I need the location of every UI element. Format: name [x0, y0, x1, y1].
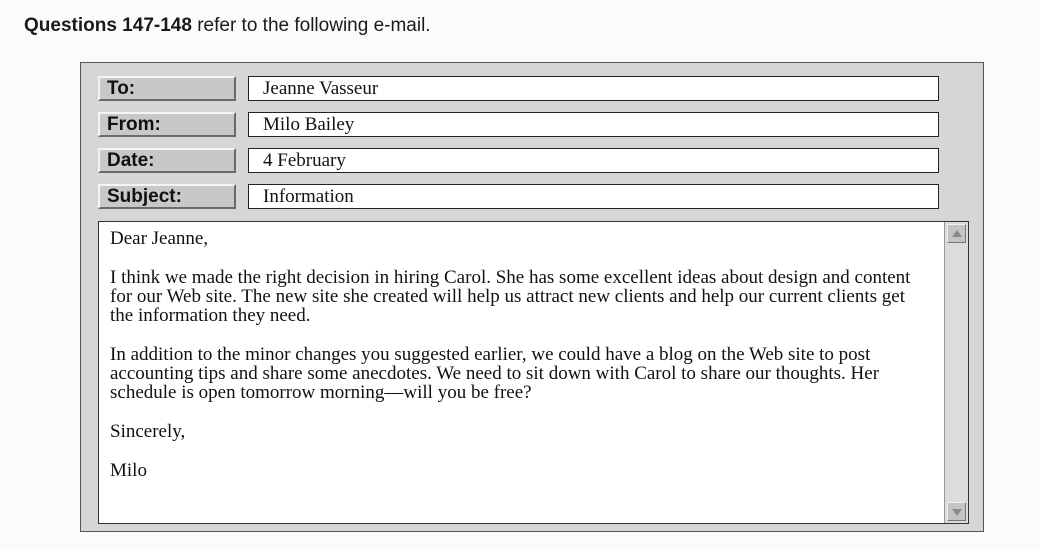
date-field: 4 February	[248, 148, 939, 173]
email-body	[98, 221, 969, 524]
email-paragraph-1: I think we made the right decision in hiring Carol. She has some excellent ideas about design and content for our Web site. The new site she created will help us attract new clients and help our current clients get the information they need.	[110, 267, 911, 326]
subject-label: Subject:	[98, 184, 236, 209]
date-label: Date:	[98, 148, 236, 173]
to-field: Jeanne Vasseur	[248, 76, 939, 101]
email-paragraph-2: In addition to the minor changes you suggested earlier, we could have a blog on the Web site to post accounting tips and share some anecdotes. We need to sit down with Carol to share our thoughts. Her schedule is open tomorrow morning—will you be free?	[110, 344, 880, 403]
question-instruction-text: refer to the following e-mail.	[191, 15, 431, 36]
arrow-down-icon	[952, 509, 962, 516]
question-instruction	[24, 15, 431, 37]
question-number: Questions 147-148	[24, 15, 192, 36]
email-greeting: Dear Jeanne,	[110, 228, 209, 249]
email-window	[80, 62, 984, 532]
from-label: From:	[98, 112, 236, 137]
from-field: Milo Bailey	[248, 112, 939, 137]
subject-field: Information	[248, 184, 939, 209]
email-body-text	[110, 229, 930, 480]
to-label: To:	[98, 76, 236, 101]
scroll-up-button[interactable]	[947, 224, 966, 243]
email-closing: Sincerely,	[110, 421, 186, 442]
email-signature: Milo	[110, 460, 147, 481]
arrow-up-icon	[952, 230, 962, 237]
scroll-down-button[interactable]	[947, 502, 966, 521]
vertical-scrollbar[interactable]	[944, 222, 968, 523]
